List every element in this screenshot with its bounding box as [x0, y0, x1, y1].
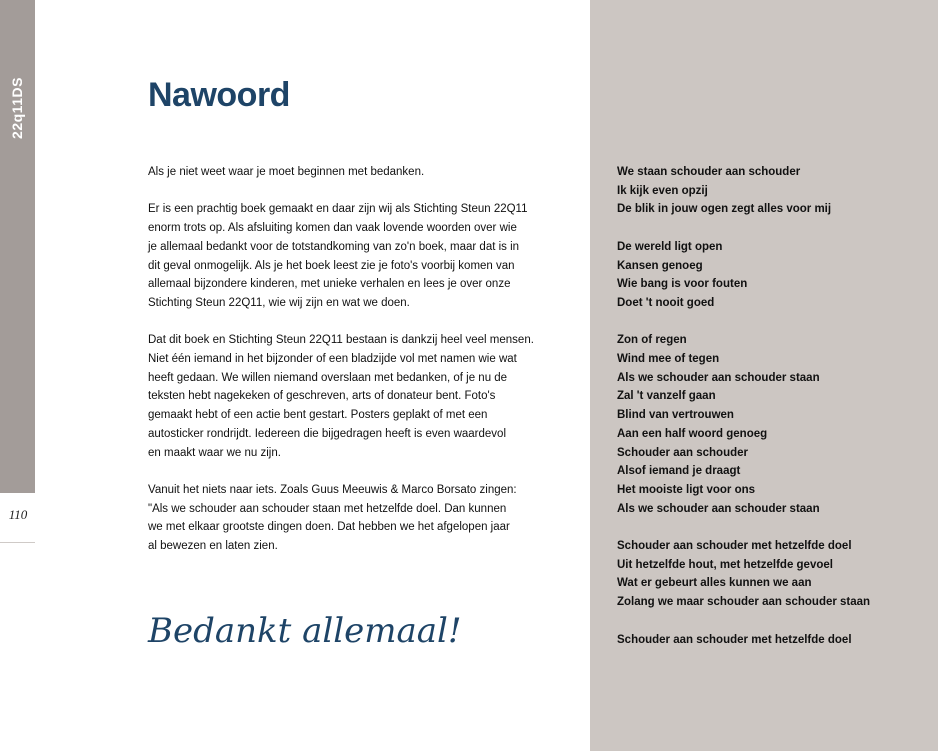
- stanza-4: [617, 537, 932, 612]
- paragraph-2: Er is een prachtig boek gemaakt en daar zijn wij als Stichting Steun 22Q11 enorm trots op. Als afsluiting komen dan vaak lovende woorden over wie je allemaal bedankt voor de totstandkoming van zo'n boek, maar dat is in dit geval onmogelijk. Als je het boek leest zie je foto's voorbij komen van allemaal bijzondere kinderen, met unieke verhalen en lees je over onze Stichting Steun 22Q11, wie wij zijn en wat we doen.: [148, 203, 528, 309]
- page-title: Nawoord: [148, 76, 290, 114]
- handwritten-signature: [148, 604, 462, 659]
- lyric-line: Wat er gebeurt alles kunnen we aan: [617, 577, 812, 590]
- lyric-line: De blik in jouw ogen zegt alles voor mij: [617, 203, 832, 216]
- lyric-line: Schouder aan schouder met hetzelfde doel: [617, 540, 852, 553]
- brand-text: 22q11DS: [9, 77, 25, 139]
- lyric-line: Wie bang is voor fouten: [617, 278, 748, 291]
- stanza-1: [617, 163, 932, 219]
- paragraph-4: Vanuit het niets naar iets. Zoals Guus Meeuwis & Marco Borsato zingen: "Als we schouder aan schouder staan met hetzelfde doel. Dan kunnen we met elkaar grootste dingen doen. Dat hebben we het afgelopen jaar al bewezen en laten zien.: [148, 483, 517, 553]
- lyric-line: Zolang we maar schouder aan schouder staan: [617, 596, 871, 609]
- lyric-line: Ik kijk even opzij: [617, 184, 708, 197]
- lyric-line: Als we schouder aan schouder staan: [617, 502, 820, 515]
- paragraph-1: Als je niet weet waar je moet beginnen met bedanken.: [148, 166, 425, 178]
- lyric-line: Alsof iemand je draagt: [617, 465, 741, 478]
- body-text: [148, 163, 568, 574]
- signature-text: Bedankt allemaal!: [148, 611, 462, 651]
- lyric-line: Uit hetzelfde hout, met hetzelfde gevoel: [617, 558, 833, 571]
- side-tab: [0, 0, 35, 493]
- lyric-line: Zal 't vanzelf gaan: [617, 390, 716, 403]
- lyric-line: Kansen genoeg: [617, 259, 703, 272]
- brand-label: [0, 0, 35, 493]
- lyric-line: Aan een half woord genoeg: [617, 427, 768, 440]
- stanza-2: [617, 238, 932, 313]
- lyrics-panel: [590, 0, 938, 751]
- lyric-line: Zon of regen: [617, 334, 687, 347]
- song-lyrics: [617, 163, 932, 668]
- page-number-divider: [0, 542, 35, 543]
- lyric-line: Schouder aan schouder: [617, 446, 749, 459]
- paragraph-3: Dat dit boek en Stichting Steun 22Q11 bestaan is dankzij heel veel mensen. Niet één iemand in het bijzonder of een bladzijde vol met namen wie wat heeft gedaan. We willen niemand overslaan met bedanken, of je nu de teksten hebt nagekeken of geschreven, arts of donateur bent. Foto's gemaakt hebt of een actie bent gestart. Posters geplakt of met een autosticker rondrijdt. Iedereen die bijgedragen heeft is even waardevol en maakt waar we nu zijn.: [148, 334, 534, 459]
- lyric-line: Doet 't nooit goed: [617, 296, 715, 309]
- signature-graphic: [148, 604, 462, 654]
- page-number: 110: [8, 507, 28, 522]
- lyric-line: Het mooiste ligt voor ons: [617, 483, 756, 496]
- lyric-line: Wind mee of tegen: [617, 353, 720, 365]
- lyric-line: Schouder aan schouder met hetzelfde doel: [617, 633, 852, 646]
- lyric-line: Als we schouder aan schouder staan: [617, 371, 820, 384]
- lyric-line: Blind van vertrouwen: [617, 409, 734, 422]
- stanza-3: [617, 331, 932, 518]
- lyric-line: We staan schouder aan schouder: [617, 166, 801, 178]
- lyric-line: De wereld ligt open: [617, 240, 723, 253]
- stanza-5: [617, 631, 932, 650]
